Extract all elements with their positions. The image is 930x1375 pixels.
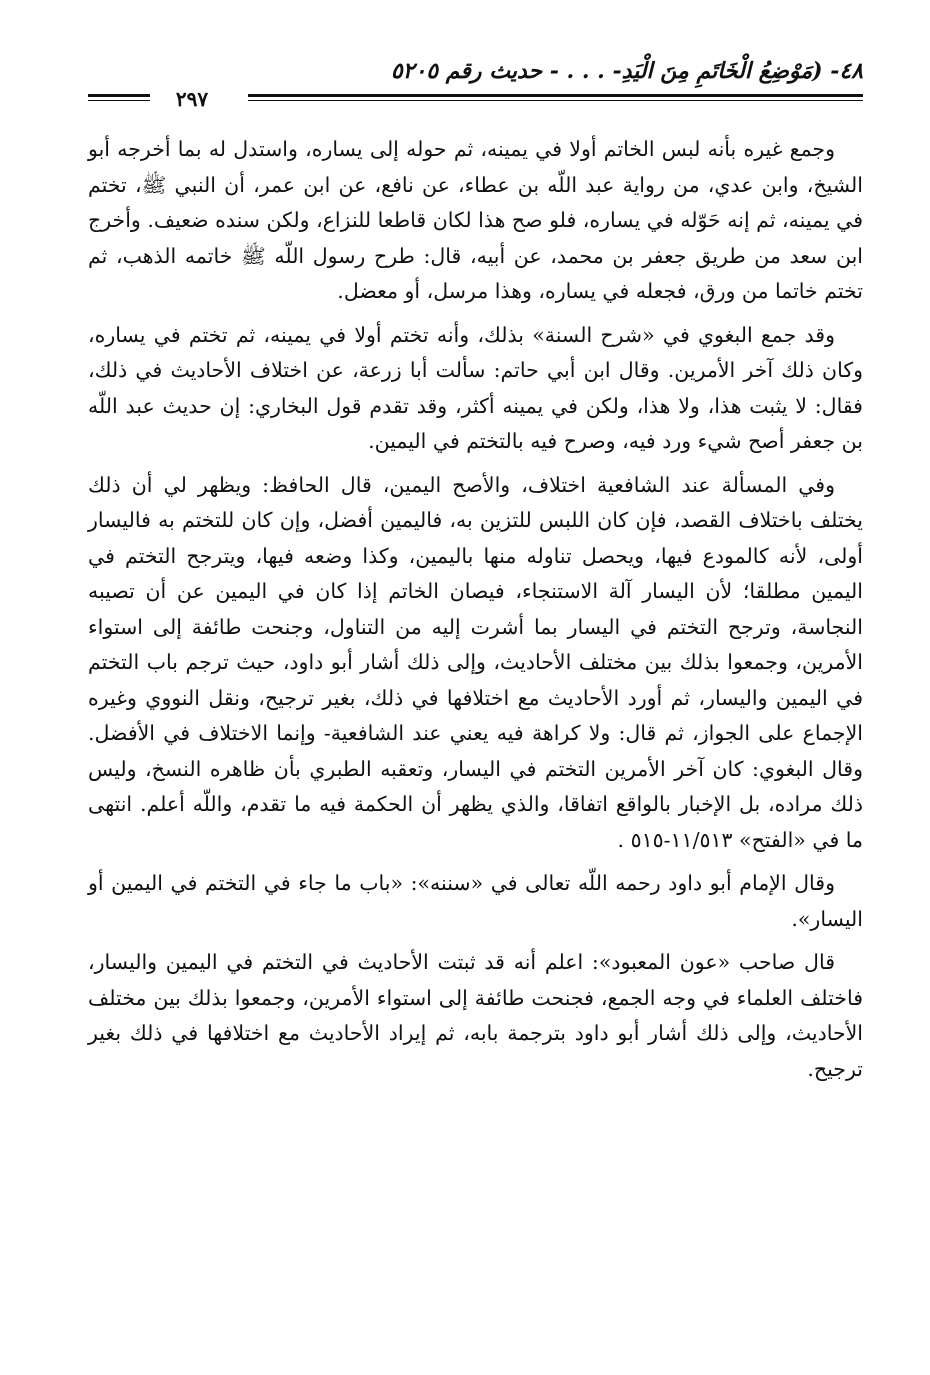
paragraph: وفي المسألة عند الشافعية اختلاف، والأصح اليمين، قال الحافظ: ويظهر لي أن ذلك يختلف باختلاف القصد، فإن كان اللبس للتزين به، فاليمين أفضل، وإن كان للتختم به فاليسار أولى، لأنه كالمودع فيها، ويحصل تناوله منها باليمين، وكذا وضعه فيها، ويترجح التختم في اليمين مطلقا؛ لأن اليسار آلة الاستنجاء، فيصان الخاتم إذا كان في اليمين عن أن تصيبه النجاسة، وترجح التختم في اليسار بما أشرت إليه من التناول، وجنحت طائفة إلى استواء الأمرين، وجمعوا بذلك بين مختلف الأحاديث، وإلى ذلك أشار أبو داود، حيث ترجم باب التختم في اليمين واليسار، ثم أورد الأحاديث مع اختلافها في ذلك، بغير ترجيح، ونقل النووي وغيره الإجماع على الجواز، ثم قال: ولا كراهة فيه يعني عند الشافعية- وإنما الاختلاف في الأفضل. وقال البغوي: كان آخر الأمرين التختم في اليسار، وتعقبه الطبري بأن ظاهره النسخ، وليس ذلك مراده، بل الإخبار بالواقع اتفاقا، والذي يظهر أن الحكمة فيه ما تقدم، واللّه أعلم. انتهى ما في «الفتح» ١١/٥١٣-٥١٥ . xyxy=(88,472,863,852)
page-number: ٢٩٧ xyxy=(175,87,209,111)
body-text xyxy=(88,132,863,1087)
header-rule xyxy=(248,94,863,97)
page-number-rule xyxy=(88,94,150,97)
running-header xyxy=(88,52,863,112)
paragraph: قال صاحب «عون المعبود»: اعلم أنه قد ثبتت الأحاديث في التختم في اليمين واليسار، فاختلف العلماء في وجه الجمع، فجنحت طائفة إلى استواء الأمرين، وجمعوا بذلك بين مختلف الأحاديث، وإلى ذلك أشار أبو داود بترجمة بابه، ثم إيراد الأحاديث مع اختلافها في ذلك بغير ترجيح. xyxy=(88,950,863,1081)
book-page xyxy=(88,52,863,1352)
chapter-heading: ٤٨- (مَوْضِعُ الْخَاتَمِ مِنَ الْيَدِ- . . . - حديث رقم ٥٢٠٥ xyxy=(390,58,863,84)
paragraph: وقال الإمام أبو داود رحمه اللّه تعالى في «سننه»: «باب ما جاء في التختم في اليمين أو اليسار». xyxy=(88,871,863,931)
paragraph: وجمع غيره بأنه لبس الخاتم أولا في يمينه، ثم حوله إلى يساره، واستدل له بما أخرجه أبو الشيخ، وابن عدي، من رواية عبد اللّه بن عطاء، عن نافع، عن ابن عمر، أن النبي ﷺ، تختم في يمينه، ثم إنه حَوّله في يساره، فلو صح هذا لكان قاطعا للنزاع، ولكن سنده ضعيف. وأخرج ابن سعد من طريق جعفر بن محمد، عن أبيه، قال: طرح رسول اللّه ﷺ خاتمه الذهب، ثم تختم خاتما من ورق، فجعله في يساره، وهذا مرسل، أو معضل. xyxy=(88,137,863,303)
paragraph: وقد جمع البغوي في «شرح السنة» بذلك، وأنه تختم أولا في يمينه، ثم تختم في يساره، وكان ذلك آخر الأمرين. وقال ابن أبي حاتم: سألت أبا زرعة، عن اختلاف الأحاديث في ذلك، فقال: لا يثبت هذا، ولا هذا، ولكن في يمينه أكثر، وقد تقدم قول البخاري: إن حديث عبد اللّه بن جعفر أصح شيء ورد فيه، وصرح فيه بالتختم في اليمين. xyxy=(88,322,863,453)
